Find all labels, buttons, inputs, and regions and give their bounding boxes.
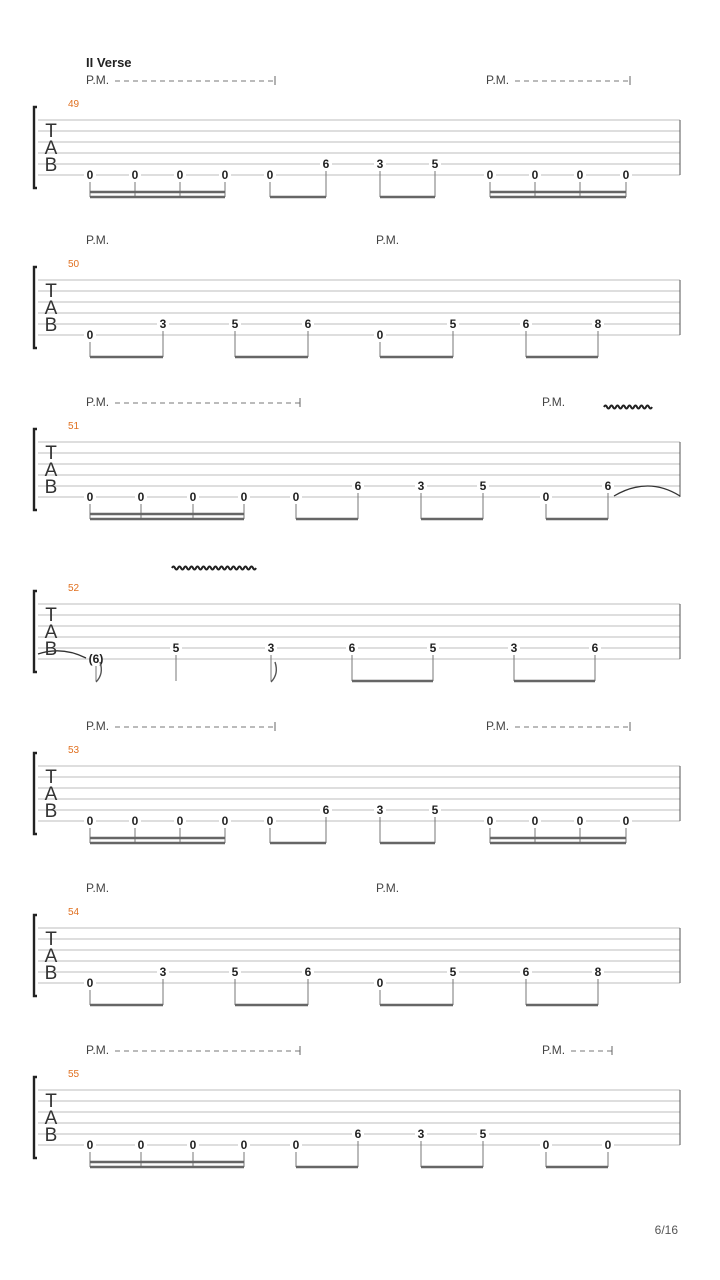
fret-number: 5 xyxy=(231,317,239,331)
tab-clef-letter: A xyxy=(44,784,58,805)
fret-number: 5 xyxy=(431,803,439,817)
fret-number: 6 xyxy=(354,1127,362,1141)
system-bracket xyxy=(34,1077,37,1158)
fret-number: 0 xyxy=(240,1138,248,1152)
fret-number: 0 xyxy=(137,490,145,504)
fret-number: 8 xyxy=(594,317,602,331)
fret-number: 0 xyxy=(86,1138,94,1152)
palm-mute-label: P.M. xyxy=(86,1043,110,1057)
tab-clef xyxy=(45,1091,58,1146)
palm-mute-label: P.M. xyxy=(486,719,510,733)
fret-number: 0 xyxy=(131,814,139,828)
tab-clef-letter: B xyxy=(44,477,58,498)
fret-number: 6 xyxy=(304,317,312,331)
fret-number: 0 xyxy=(266,168,274,182)
fret-number: 6 xyxy=(304,965,312,979)
fret-number: 5 xyxy=(449,317,457,331)
palm-mute-label: P.M. xyxy=(376,881,400,895)
measure-number: 52 xyxy=(68,583,80,594)
system-bracket xyxy=(34,107,37,188)
fret-number: 3 xyxy=(417,479,425,493)
tab-clef xyxy=(45,767,58,822)
staff-system xyxy=(34,881,680,1005)
page-number: 6/16 xyxy=(654,1223,678,1237)
fret-number: (6) xyxy=(88,652,104,666)
vibrato-mark xyxy=(604,406,652,409)
fret-number: 0 xyxy=(622,168,630,182)
measure-number: 53 xyxy=(68,745,80,756)
fret-number: 0 xyxy=(86,168,94,182)
fret-number: 5 xyxy=(431,157,439,171)
fret-number: 6 xyxy=(604,479,612,493)
palm-mute-label: P.M. xyxy=(542,1043,566,1057)
system-bracket xyxy=(34,429,37,510)
fret-number: 0 xyxy=(137,1138,145,1152)
fret-number: 0 xyxy=(189,490,197,504)
fret-number: 0 xyxy=(86,814,94,828)
palm-mute-label: P.M. xyxy=(86,233,110,247)
fret-number: 0 xyxy=(240,490,248,504)
tab-clef-letter: A xyxy=(44,138,58,159)
fret-number: 6 xyxy=(348,641,356,655)
fret-number: 0 xyxy=(531,168,539,182)
fret-number: 5 xyxy=(449,965,457,979)
fret-number: 0 xyxy=(376,328,384,342)
tab-clef xyxy=(45,929,58,984)
tab-clef-letter: B xyxy=(44,155,58,176)
section-title: II Verse xyxy=(86,55,132,70)
tab-clef-letter: A xyxy=(44,946,58,967)
system-bracket xyxy=(34,267,37,348)
tab-clef-letter: T xyxy=(45,121,57,142)
tab-clef-letter: T xyxy=(45,443,57,464)
fret-number: 0 xyxy=(292,1138,300,1152)
fret-number: 6 xyxy=(354,479,362,493)
fret-number: 0 xyxy=(86,328,94,342)
fret-number: 5 xyxy=(231,965,239,979)
palm-mute-label: P.M. xyxy=(86,395,110,409)
fret-number: 0 xyxy=(266,814,274,828)
fret-number: 0 xyxy=(486,168,494,182)
fret-number: 0 xyxy=(622,814,630,828)
fret-number: 0 xyxy=(604,1138,612,1152)
tab-clef-letter: A xyxy=(44,298,58,319)
staff-system xyxy=(34,719,680,843)
note-flag xyxy=(271,662,276,682)
staff-system xyxy=(34,395,680,519)
fret-number: 0 xyxy=(486,814,494,828)
fret-number: 3 xyxy=(267,641,275,655)
fret-number: 0 xyxy=(376,976,384,990)
tab-clef-letter: B xyxy=(44,963,58,984)
tie-arc xyxy=(614,486,680,496)
fret-number: 3 xyxy=(376,157,384,171)
fret-number: 6 xyxy=(591,641,599,655)
fret-number: 0 xyxy=(576,814,584,828)
tab-clef-letter: A xyxy=(44,460,58,481)
measure-number: 49 xyxy=(68,99,80,110)
system-bracket xyxy=(34,915,37,996)
fret-number: 6 xyxy=(522,317,530,331)
fret-number: 6 xyxy=(322,803,330,817)
tab-clef-letter: T xyxy=(45,1091,57,1112)
fret-number: 3 xyxy=(417,1127,425,1141)
staff-system xyxy=(34,1043,680,1167)
measure-number: 54 xyxy=(68,907,80,918)
measure-number: 50 xyxy=(68,259,80,270)
fret-number: 0 xyxy=(176,814,184,828)
tab-clef-letter: T xyxy=(45,929,57,950)
tab-clef-letter: T xyxy=(45,605,57,626)
fret-number: 8 xyxy=(594,965,602,979)
fret-number: 0 xyxy=(176,168,184,182)
fret-number: 0 xyxy=(531,814,539,828)
palm-mute-label: P.M. xyxy=(376,233,400,247)
palm-mute-label: P.M. xyxy=(86,881,110,895)
fret-number: 0 xyxy=(542,1138,550,1152)
fret-number: 0 xyxy=(221,814,229,828)
tab-clef-letter: T xyxy=(45,767,57,788)
palm-mute-label: P.M. xyxy=(86,73,110,87)
fret-number: 0 xyxy=(131,168,139,182)
tab-clef xyxy=(45,443,58,498)
fret-number: 0 xyxy=(576,168,584,182)
system-bracket xyxy=(34,753,37,834)
staff-system xyxy=(34,73,680,197)
fret-number: 5 xyxy=(479,1127,487,1141)
tab-clef-letter: B xyxy=(44,315,58,336)
system-bracket xyxy=(34,591,37,672)
staff-system xyxy=(34,583,680,681)
tab-clef-letter: A xyxy=(44,1108,58,1129)
fret-number: 5 xyxy=(172,641,180,655)
palm-mute-label: P.M. xyxy=(86,719,110,733)
fret-number: 3 xyxy=(159,317,167,331)
fret-number: 0 xyxy=(86,976,94,990)
fret-number: 0 xyxy=(86,490,94,504)
measure-number: 55 xyxy=(68,1069,80,1080)
fret-number: 6 xyxy=(322,157,330,171)
fret-number: 0 xyxy=(189,1138,197,1152)
fret-number: 3 xyxy=(159,965,167,979)
staff-system xyxy=(34,233,680,357)
tab-clef-letter: B xyxy=(44,639,58,660)
tab-clef xyxy=(45,281,58,336)
fret-number: 0 xyxy=(221,168,229,182)
tab-clef-letter: B xyxy=(44,1125,58,1146)
tab-clef-letter: A xyxy=(44,622,58,643)
measure-number: 51 xyxy=(68,421,80,432)
fret-number: 6 xyxy=(522,965,530,979)
tab-clef xyxy=(45,121,58,176)
fret-number: 5 xyxy=(429,641,437,655)
fret-number: 0 xyxy=(292,490,300,504)
vibrato-mark xyxy=(172,567,256,570)
tab-clef-letter: B xyxy=(44,801,58,822)
palm-mute-label: P.M. xyxy=(542,395,566,409)
tab-clef-letter: T xyxy=(45,281,57,302)
palm-mute-label: P.M. xyxy=(486,73,510,87)
fret-number: 5 xyxy=(479,479,487,493)
fret-number: 0 xyxy=(542,490,550,504)
fret-number: 3 xyxy=(510,641,518,655)
fret-number: 3 xyxy=(376,803,384,817)
